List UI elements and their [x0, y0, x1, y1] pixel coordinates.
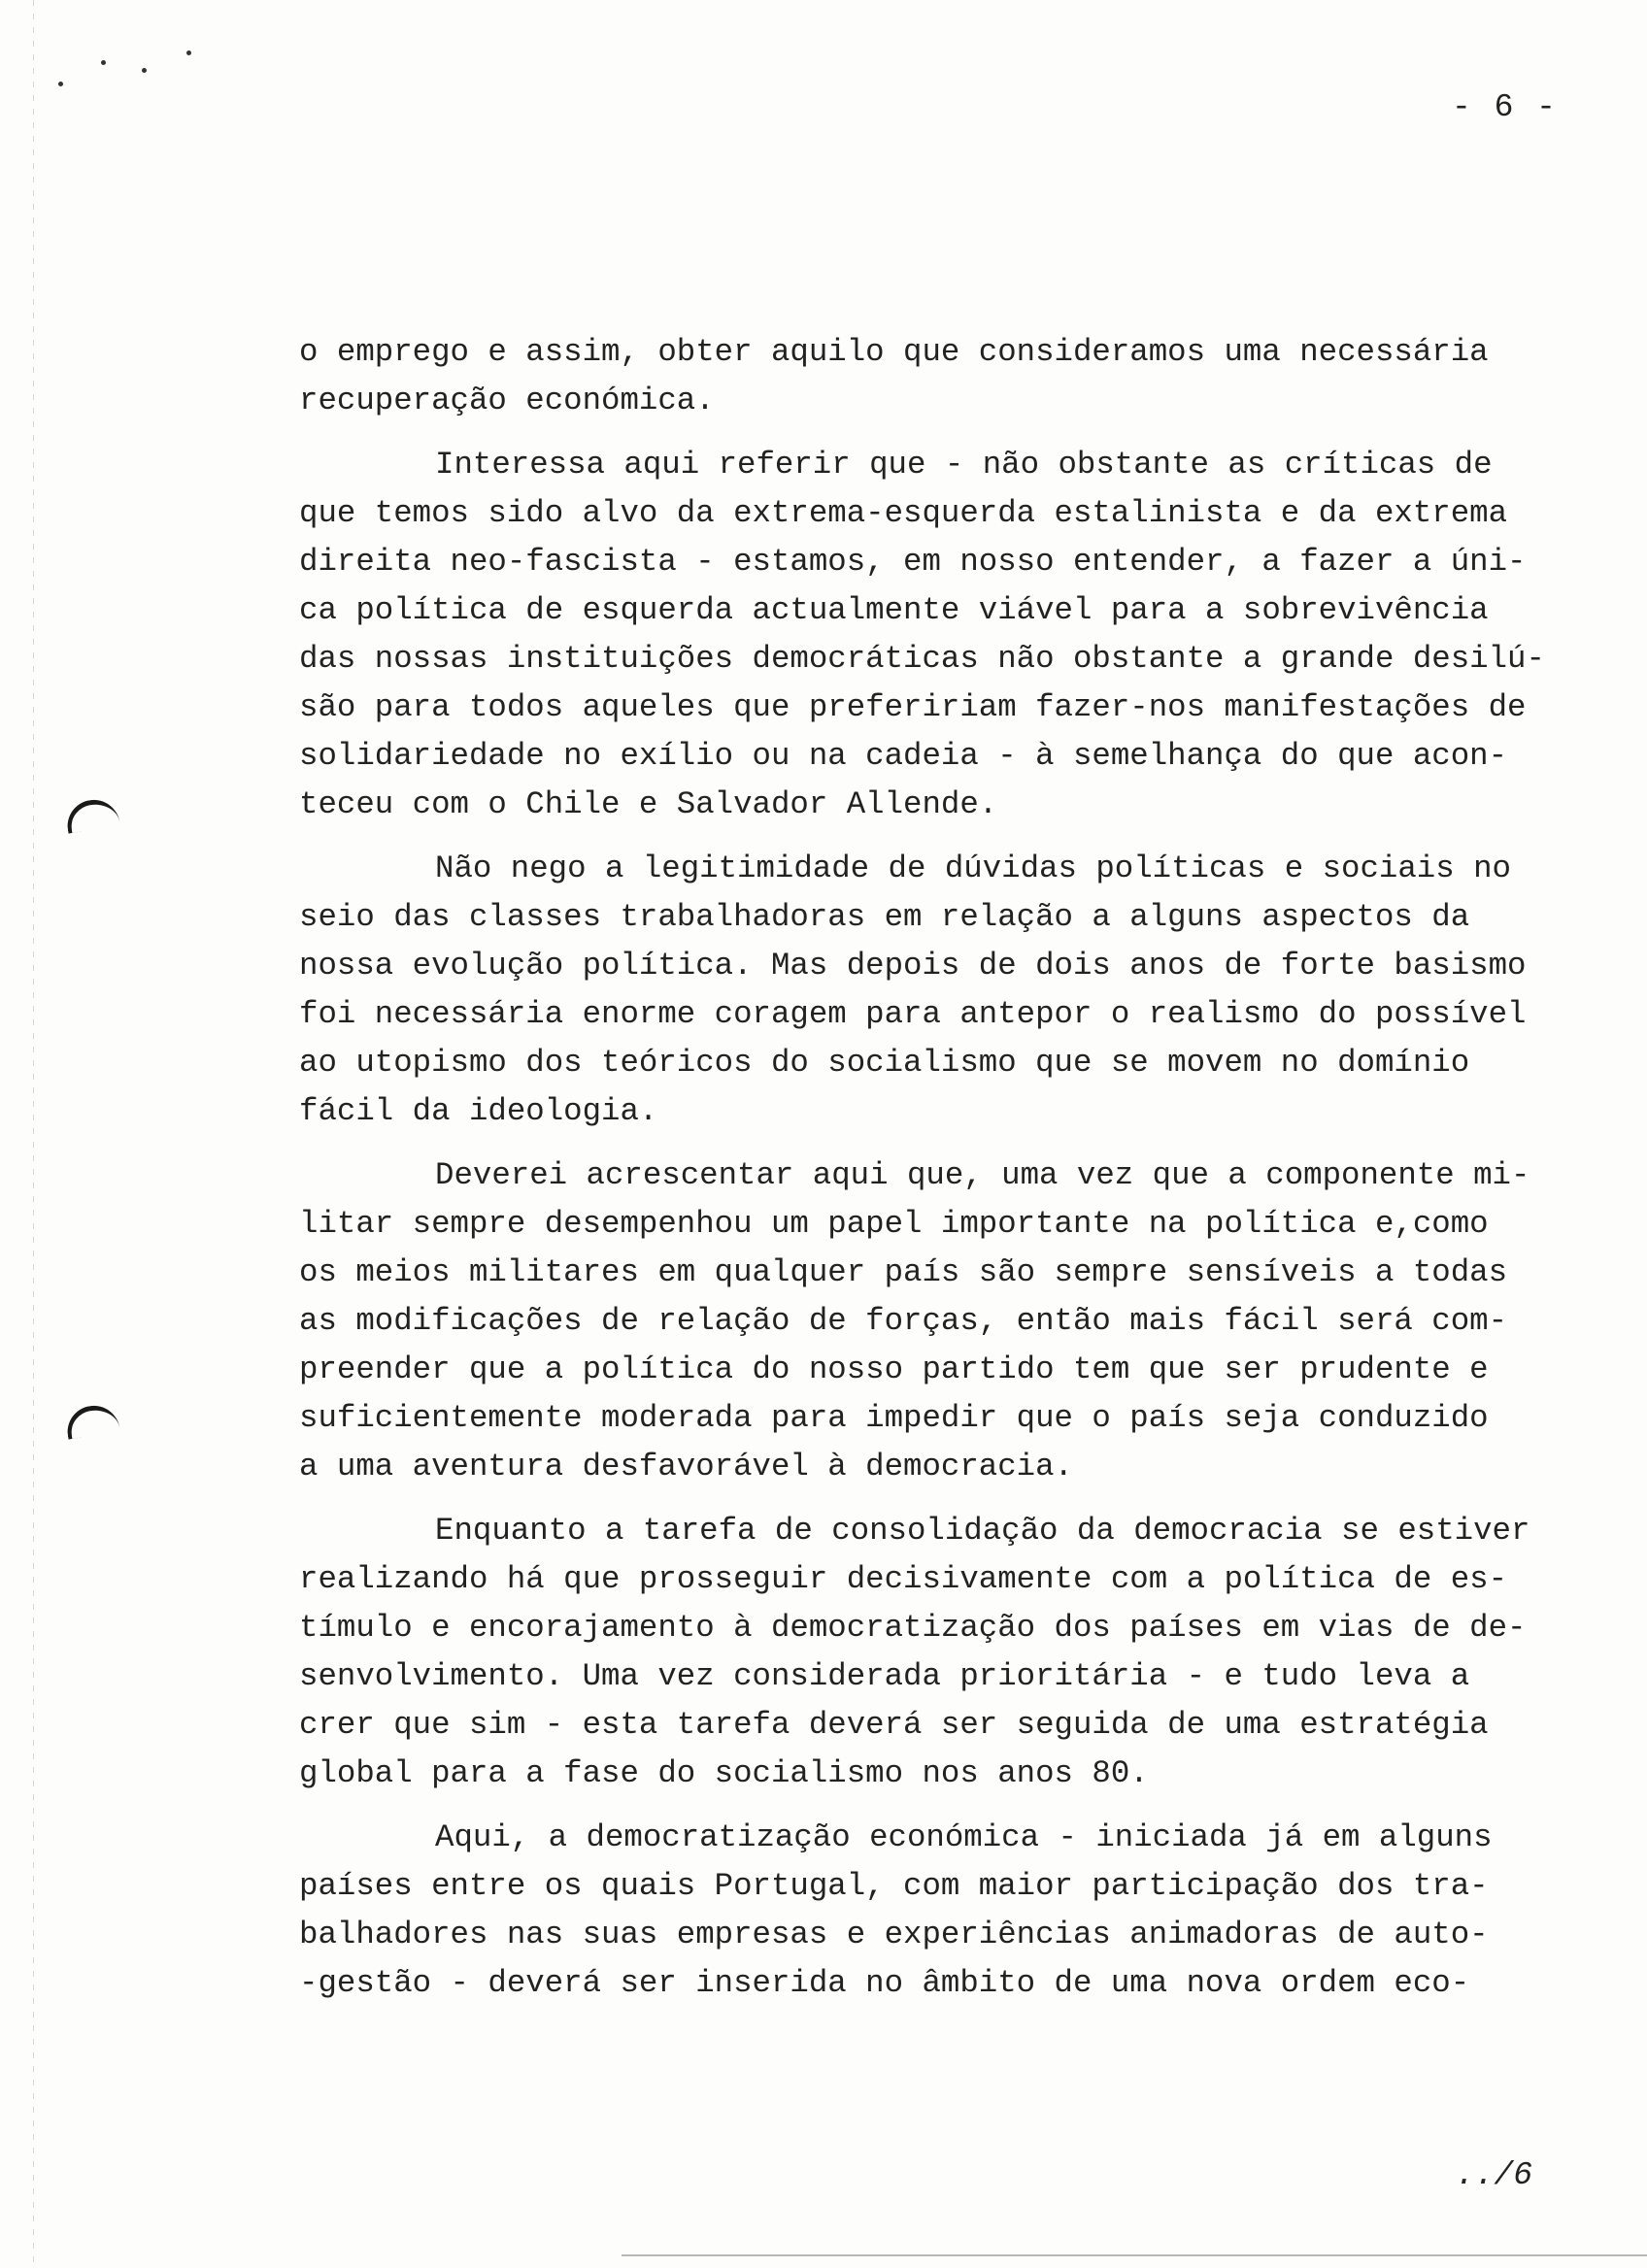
paragraph	[299, 1507, 1593, 1798]
text-line: global para a fase do socialismo nos anos 80.	[299, 1755, 1149, 1791]
text-line: recuperação económica.	[299, 383, 715, 418]
text-line: preender que a política do nosso partido tem que ser prudente e	[299, 1351, 1489, 1387]
text-line: foi necessária enorme coragem para antepor o realismo do possível	[299, 996, 1527, 1032]
text-line: que temos sido alvo da extrema-esquerda estalinista e da extrema	[299, 495, 1508, 531]
text-line: Aqui, a democratização económica - iniciada já em alguns	[435, 1819, 1493, 1855]
punch-hole-mark	[64, 796, 120, 833]
page-number: - 6 -	[1451, 89, 1558, 125]
text-line: as modificações de relação de forças, então mais fácil será com-	[299, 1303, 1508, 1339]
scan-speck	[142, 68, 147, 73]
text-line: realizando há que prosseguir decisivamente com a política de es-	[299, 1561, 1508, 1597]
paragraph	[299, 845, 1593, 1136]
text-line: nossa evolução política. Mas depois de dois anos de forte basismo	[299, 948, 1527, 984]
text-line: Deverei acrescentar aqui que, uma vez que a componente mi-	[435, 1157, 1530, 1193]
paragraph	[299, 1814, 1593, 2008]
scan-speck	[186, 50, 191, 55]
text-line: crer que sim - esta tarefa deverá ser seguida de uma estratégia	[299, 1707, 1489, 1743]
scan-speck	[58, 82, 63, 86]
text-line: direita neo-fascista - estamos, em nosso entender, a fazer a úni-	[299, 544, 1527, 580]
text-line: são para todos aqueles que prefeririam fazer-nos manifestações de	[299, 689, 1527, 725]
text-line: Interessa aqui referir que - não obstante as críticas de	[435, 447, 1493, 483]
text-line: a uma aventura desfavorável à democracia.	[299, 1449, 1073, 1484]
body-text	[299, 328, 1593, 2023]
text-line: senvolvimento. Uma vez considerada prioritária - e tudo leva a	[299, 1658, 1470, 1694]
paragraph	[299, 1151, 1593, 1491]
text-line: ao utopismo dos teóricos do socialismo que se movem no domínio	[299, 1045, 1470, 1081]
text-line: países entre os quais Portugal, com maior participação dos tra-	[299, 1868, 1489, 1904]
text-line: seio das classes trabalhadoras em relação a alguns aspectos da	[299, 899, 1470, 935]
text-line: litar sempre desempenhou um papel importante na política e,como	[299, 1206, 1489, 1242]
text-line: fácil da ideologia.	[299, 1093, 658, 1129]
punch-hole-mark	[64, 1402, 120, 1439]
text-line: o emprego e assim, obter aquilo que consideramos uma necessária	[299, 334, 1489, 370]
scan-bottom-line	[622, 2254, 1647, 2256]
text-line: os meios militares em qualquer país são sempre sensíveis a todas	[299, 1254, 1508, 1290]
scan-speck	[101, 60, 106, 65]
text-line: balhadores nas suas empresas e experiências animadoras de auto-	[299, 1917, 1489, 1952]
text-line: -gestão - deverá ser inserida no âmbito de uma nova ordem eco-	[299, 1965, 1470, 2001]
text-line: tímulo e encorajamento à democratização dos países em vias de de-	[299, 1610, 1527, 1646]
text-line: ca política de esquerda actualmente viável para a sobrevivência	[299, 592, 1489, 628]
text-line: Não nego a legitimidade de dúvidas políticas e sociais no	[435, 850, 1511, 886]
paragraph	[299, 328, 1593, 425]
text-line: solidariedade no exílio ou na cadeia - à semelhança do que acon-	[299, 738, 1508, 774]
text-line: Enquanto a tarefa de consolidação da democracia se estiver	[435, 1513, 1530, 1549]
text-line: suficientemente moderada para impedir que o país seja conduzido	[299, 1400, 1489, 1436]
text-line: das nossas instituições democráticas não obstante a grande desilú-	[299, 641, 1545, 677]
paragraph	[299, 441, 1593, 829]
scan-edge-line	[33, 0, 34, 2268]
continuation-mark: ../6	[1455, 2157, 1532, 2193]
text-line: teceu com o Chile e Salvador Allende.	[299, 786, 998, 822]
